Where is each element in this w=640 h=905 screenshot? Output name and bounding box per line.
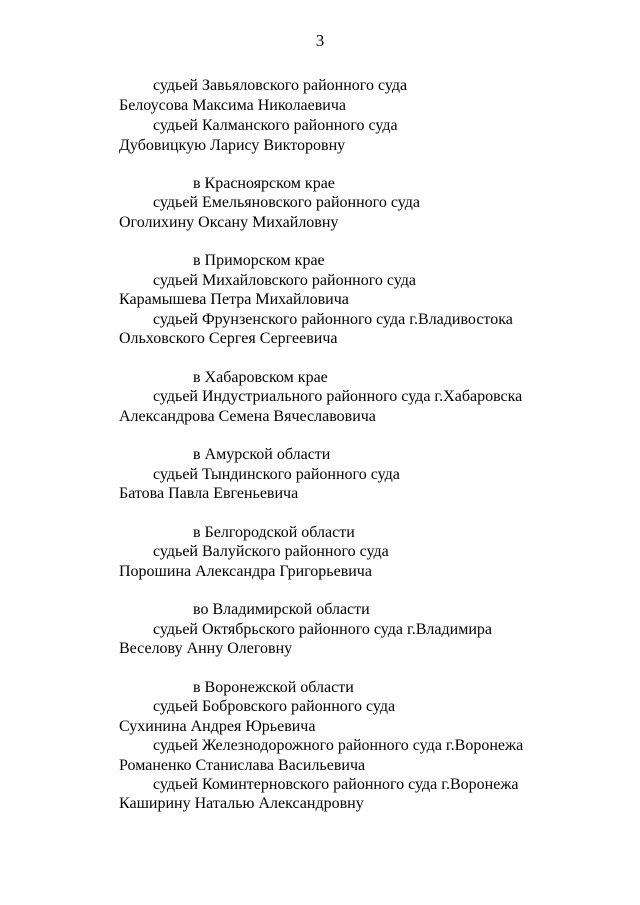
region-heading: в Красноярском крае — [193, 175, 335, 192]
court-line: судьей Михайловского районного суда — [153, 272, 416, 289]
judge-name: Александрова Семена Вячеславовича — [119, 408, 376, 425]
court-line: судьей Коминтерновского районного суда г.Воронежа — [153, 776, 519, 793]
court-line: судьей Емельяновского районного суда — [153, 194, 420, 211]
region-heading: в Воронежской области — [193, 679, 354, 696]
court-line: судьей Фрунзенского районного суда г.Владивостока — [153, 311, 513, 328]
region-heading: во Владимирской области — [193, 601, 370, 618]
judge-name: Веселову Анну Олеговну — [119, 640, 293, 657]
judge-name: Ольховского Сергея Сергеевича — [119, 330, 338, 347]
court-line: судьей Валуйского районного суда — [153, 543, 389, 560]
judge-name: Каширину Наталью Александровну — [119, 795, 364, 812]
court-line: судьей Калманского районного суда — [153, 117, 398, 134]
judge-name: Дубовицкую Ларису Викторовну — [119, 137, 346, 154]
court-line: судьей Октябрьского районного суда г.Владимира — [153, 621, 492, 638]
region-heading: в Хабаровском крае — [193, 369, 328, 386]
court-line: судьей Тындинского районного суда — [153, 466, 400, 483]
court-line: судьей Завьяловского районного суда — [153, 77, 408, 94]
region-heading: в Белгородской области — [193, 524, 355, 541]
judge-name: Белоусова Максима Николаевича — [119, 97, 347, 114]
court-line: судьей Бобровского районного суда — [153, 698, 396, 715]
court-line: судьей Индустриального районного суда г.Хабаровска — [153, 388, 523, 405]
judge-name: Карамышева Петра Михайловича — [119, 291, 349, 308]
court-line: судьей Железнодорожного районного суда г.Воронежа — [153, 737, 524, 754]
judge-name: Порошина Александра Григорьевича — [119, 563, 372, 580]
region-heading: в Приморском крае — [193, 252, 325, 269]
page-number: 3 — [315, 31, 325, 50]
judge-name: Романенко Станислава Васильевича — [119, 757, 366, 774]
judge-name: Сухинина Андрея Юрьевича — [119, 718, 316, 735]
judge-name: Батова Павла Евгеньевича — [119, 485, 299, 502]
judge-name: Оголихину Оксану Михайловну — [119, 214, 339, 231]
region-heading: в Амурской области — [193, 446, 331, 463]
